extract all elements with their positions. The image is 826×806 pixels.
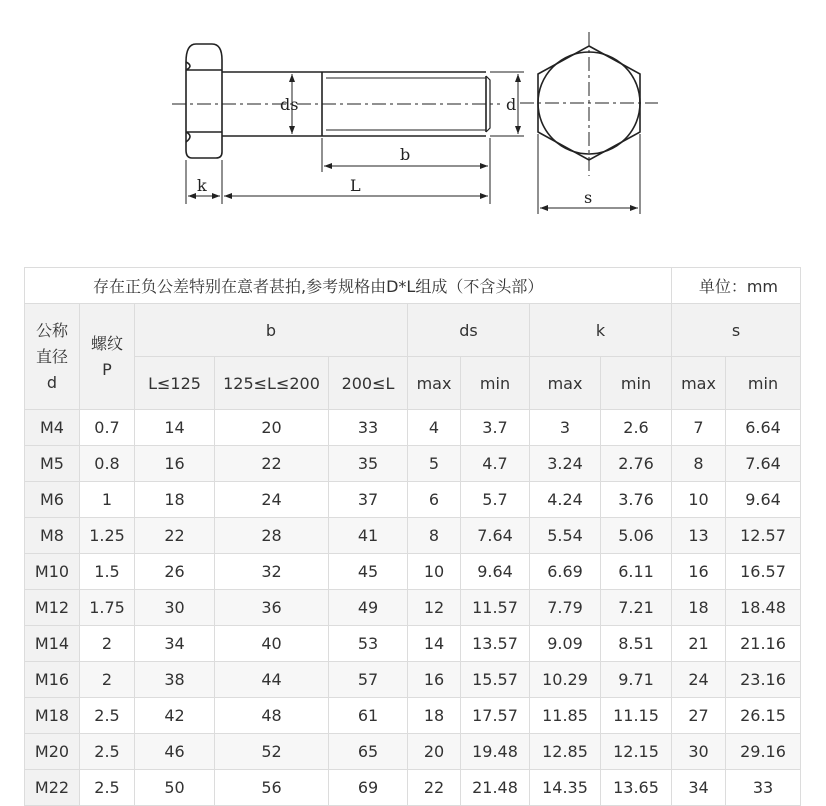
- table-cell: 34: [135, 626, 215, 662]
- table-cell: 5: [408, 446, 461, 482]
- bolt-drawing: [0, 0, 826, 260]
- table-cell: 56: [215, 770, 329, 806]
- table-cell: 2: [80, 662, 135, 698]
- table-cell: 1.75: [80, 590, 135, 626]
- table-cell: 6.11: [601, 554, 672, 590]
- bolt-spec-table: [24, 267, 801, 806]
- header-b-sub: 200≤L: [329, 357, 408, 410]
- table-row: [25, 410, 801, 446]
- label-d: d: [506, 95, 517, 114]
- table-cell: 18: [672, 590, 726, 626]
- table-row: [25, 554, 801, 590]
- table-cell: 16: [672, 554, 726, 590]
- header-k-min: min: [601, 357, 672, 410]
- table-cell: 22: [215, 446, 329, 482]
- table-cell: 21: [672, 626, 726, 662]
- row-size-cell: M4: [25, 410, 80, 446]
- row-size-cell: M16: [25, 662, 80, 698]
- table-cell: 8.51: [601, 626, 672, 662]
- row-size-cell: M20: [25, 734, 80, 770]
- table-cell: 10: [408, 554, 461, 590]
- header-s: s: [672, 304, 801, 357]
- table-cell: 24: [672, 662, 726, 698]
- row-size-cell: M14: [25, 626, 80, 662]
- header-row-2: [25, 357, 801, 410]
- table-cell: 3.7: [461, 410, 530, 446]
- table-cell: 8: [672, 446, 726, 482]
- table-cell: 45: [329, 554, 408, 590]
- table-cell: 13.57: [461, 626, 530, 662]
- table-row: [25, 626, 801, 662]
- table-cell: 19.48: [461, 734, 530, 770]
- table-cell: 52: [215, 734, 329, 770]
- table-cell: 42: [135, 698, 215, 734]
- table-cell: 4.7: [461, 446, 530, 482]
- table-cell: 44: [215, 662, 329, 698]
- table-cell: 4: [408, 410, 461, 446]
- table-cell: 18: [135, 482, 215, 518]
- header-b: b: [135, 304, 408, 357]
- table-cell: 10: [672, 482, 726, 518]
- table-cell: 6.69: [530, 554, 601, 590]
- table-cell: 1.25: [80, 518, 135, 554]
- table-caption-row: [25, 268, 801, 304]
- table-row: [25, 590, 801, 626]
- row-size-cell: M6: [25, 482, 80, 518]
- table-cell: 46: [135, 734, 215, 770]
- table-cell: 16.57: [726, 554, 801, 590]
- table-cell: 7.79: [530, 590, 601, 626]
- table-row: [25, 698, 801, 734]
- table-cell: 14.35: [530, 770, 601, 806]
- header-ds-min: min: [461, 357, 530, 410]
- header-nominal-diameter: 公称 直径 d: [25, 304, 80, 410]
- table-cell: 7.21: [601, 590, 672, 626]
- table-row: [25, 770, 801, 806]
- table-cell: 40: [215, 626, 329, 662]
- table-cell: 26: [135, 554, 215, 590]
- table-cell: 12.57: [726, 518, 801, 554]
- table-cell: 65: [329, 734, 408, 770]
- header-s-min: min: [726, 357, 801, 410]
- table-cell: 9.64: [726, 482, 801, 518]
- table-cell: 13: [672, 518, 726, 554]
- table-cell: 2.6: [601, 410, 672, 446]
- table-cell: 13.65: [601, 770, 672, 806]
- label-s: s: [584, 188, 593, 207]
- table-cell: 7.64: [726, 446, 801, 482]
- table-cell: 2.5: [80, 698, 135, 734]
- table-cell: 27: [672, 698, 726, 734]
- table-cell: 53: [329, 626, 408, 662]
- label-L: L: [350, 176, 361, 195]
- header-thread-pitch: 螺纹 P: [80, 304, 135, 410]
- table-cell: 35: [329, 446, 408, 482]
- table-cell: 3.76: [601, 482, 672, 518]
- table-cell: 48: [215, 698, 329, 734]
- table-cell: 7: [672, 410, 726, 446]
- table-cell: 5.54: [530, 518, 601, 554]
- row-size-cell: M22: [25, 770, 80, 806]
- bolt-head-side: [186, 44, 222, 158]
- table-cell: 7.64: [461, 518, 530, 554]
- table-cell: 15.57: [461, 662, 530, 698]
- table-cell: 11.15: [601, 698, 672, 734]
- table-cell: 33: [726, 770, 801, 806]
- header-ds: ds: [408, 304, 530, 357]
- table-cell: 1: [80, 482, 135, 518]
- table-cell: 9.09: [530, 626, 601, 662]
- header-k: k: [530, 304, 672, 357]
- bolt-diagram-svg: [0, 0, 826, 260]
- table-cell: 21.16: [726, 626, 801, 662]
- table-cell: 26.15: [726, 698, 801, 734]
- table-cell: 18: [408, 698, 461, 734]
- table-cell: 37: [329, 482, 408, 518]
- table-cell: 29.16: [726, 734, 801, 770]
- table-cell: 30: [672, 734, 726, 770]
- label-k: k: [197, 176, 207, 195]
- table-cell: 8: [408, 518, 461, 554]
- table-cell: 57: [329, 662, 408, 698]
- table-row: [25, 518, 801, 554]
- table-cell: 12: [408, 590, 461, 626]
- table-cell: 24: [215, 482, 329, 518]
- table-cell: 3: [530, 410, 601, 446]
- header-s-max: max: [672, 357, 726, 410]
- header-k-max: max: [530, 357, 601, 410]
- table-cell: 2.5: [80, 734, 135, 770]
- table-cell: 10.29: [530, 662, 601, 698]
- table-cell: 0.7: [80, 410, 135, 446]
- header-row-1: [25, 304, 801, 357]
- table-cell: 18.48: [726, 590, 801, 626]
- table-cell: 6: [408, 482, 461, 518]
- header-ds-max: max: [408, 357, 461, 410]
- table-cell: 3.24: [530, 446, 601, 482]
- table-cell: 16: [408, 662, 461, 698]
- table-cell: 0.8: [80, 446, 135, 482]
- row-size-cell: M18: [25, 698, 80, 734]
- table-cell: 5.7: [461, 482, 530, 518]
- table-cell: 22: [408, 770, 461, 806]
- unit-label: 单位：mm: [672, 268, 801, 304]
- table-cell: 2.76: [601, 446, 672, 482]
- label-b: b: [400, 145, 411, 164]
- table-cell: 41: [329, 518, 408, 554]
- table-cell: 20: [215, 410, 329, 446]
- header-b-sub: L≤125: [135, 357, 215, 410]
- table-cell: 2: [80, 626, 135, 662]
- table-cell: 11.57: [461, 590, 530, 626]
- table-cell: 34: [672, 770, 726, 806]
- table-cell: 4.24: [530, 482, 601, 518]
- table-cell: 28: [215, 518, 329, 554]
- table-cell: 21.48: [461, 770, 530, 806]
- table-cell: 49: [329, 590, 408, 626]
- table-cell: 6.64: [726, 410, 801, 446]
- table-cell: 9.71: [601, 662, 672, 698]
- table-cell: 36: [215, 590, 329, 626]
- table-row: [25, 446, 801, 482]
- table-body: [25, 410, 801, 806]
- row-size-cell: M8: [25, 518, 80, 554]
- table-cell: 23.16: [726, 662, 801, 698]
- table-cell: 2.5: [80, 770, 135, 806]
- tolerance-note: 存在正负公差特别在意者甚拍,参考规格由D*L组成（不含头部）: [25, 268, 672, 304]
- table-cell: 14: [408, 626, 461, 662]
- row-size-cell: M10: [25, 554, 80, 590]
- table-row: [25, 482, 801, 518]
- table-cell: 38: [135, 662, 215, 698]
- table-cell: 61: [329, 698, 408, 734]
- row-size-cell: M5: [25, 446, 80, 482]
- table-cell: 11.85: [530, 698, 601, 734]
- table-cell: 22: [135, 518, 215, 554]
- table-cell: 33: [329, 410, 408, 446]
- table-cell: 5.06: [601, 518, 672, 554]
- table-cell: 9.64: [461, 554, 530, 590]
- table-row: [25, 662, 801, 698]
- bolt-head-end-view: [520, 32, 658, 176]
- table-cell: 32: [215, 554, 329, 590]
- table-cell: 16: [135, 446, 215, 482]
- table-cell: 17.57: [461, 698, 530, 734]
- table-cell: 69: [329, 770, 408, 806]
- table-cell: 14: [135, 410, 215, 446]
- table-cell: 12.85: [530, 734, 601, 770]
- table-cell: 20: [408, 734, 461, 770]
- header-b-sub: 125≤L≤200: [215, 357, 329, 410]
- label-ds: ds: [280, 95, 299, 114]
- row-size-cell: M12: [25, 590, 80, 626]
- table-cell: 12.15: [601, 734, 672, 770]
- table-cell: 30: [135, 590, 215, 626]
- table-row: [25, 734, 801, 770]
- table-cell: 50: [135, 770, 215, 806]
- table-cell: 1.5: [80, 554, 135, 590]
